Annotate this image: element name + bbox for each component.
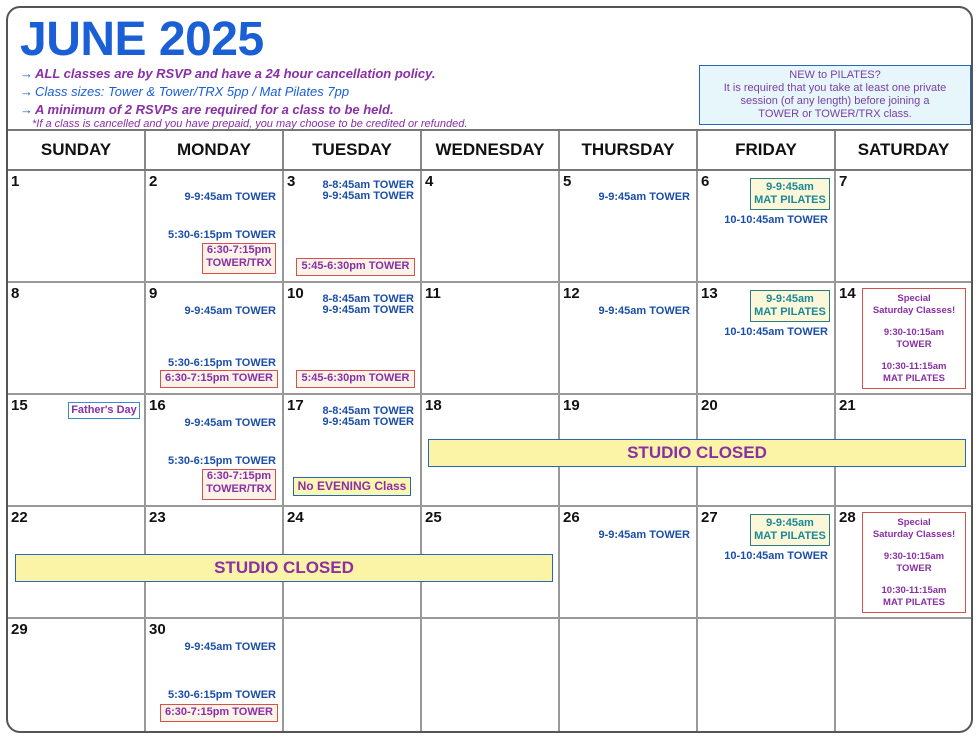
class-entry: 9-9:45am TOWER [322,190,414,202]
class-entry: 9-9:45am TOWER [598,305,690,317]
day-number: 30 [149,621,166,638]
day-cell[interactable] [560,507,698,619]
class-entry: 8-8:45am TOWER [322,405,414,417]
day-cell[interactable] [836,619,971,731]
day-cell[interactable] [698,171,836,283]
class-entry: 5:30-6:15pm TOWER [168,689,276,701]
class-entry: 9-9:45am TOWER [184,641,276,653]
day-cell[interactable] [422,619,560,731]
special-saturday-box: Special Saturday Classes! 9:30-10:15am TOWER 10:30-11:15am MAT PILATES [862,512,966,613]
trx-class-box: 6:30-7:15pm TOWER/TRX [202,469,276,500]
day-cell[interactable] [146,395,284,507]
day-cell[interactable] [698,619,836,731]
day-number: 21 [839,397,856,414]
class-entry: 8-8:45am TOWER [322,293,414,305]
day-number: 6 [701,173,710,190]
day-cell[interactable] [8,395,146,507]
rule-class-sizes: → Class sizes: Tower & Tower/TRX 5pp / Mat Pilates 7pp [20,84,350,99]
day-cell[interactable] [560,619,698,731]
weekday-header: SUNDAY [8,131,146,169]
day-cell[interactable] [422,171,560,283]
class-entry: 9-9:45am TOWER [184,305,276,317]
evening-class-box: 5:45-6:30pm TOWER [296,370,415,388]
weekday-header: TUESDAY [284,131,422,169]
class-entry: 9-9:45am TOWER [184,191,276,203]
trx-class-box: 6:30-7:15pm TOWER/TRX [202,243,276,274]
mat-pilates-box: 9-9:45am MAT PILATES [750,514,830,546]
day-number: 17 [287,397,304,414]
day-number: 22 [11,509,28,526]
calendar-frame [6,6,973,733]
day-number: 19 [563,397,580,414]
arrow-icon: → [20,66,33,81]
day-number: 7 [839,173,848,190]
day-cell[interactable] [560,171,698,283]
day-number: 8 [11,285,20,302]
day-number: 13 [701,285,718,302]
weekday-header: MONDAY [146,131,284,169]
day-number: 9 [149,285,158,302]
rule-rsvp: → ALL classes are by RSVP and have a 24 hour cancellation policy. [20,66,436,81]
day-cell[interactable] [836,283,971,395]
day-number: 4 [425,173,434,190]
day-number: 11 [425,285,441,302]
day-cell[interactable] [698,283,836,395]
new-to-pilates-notice: NEW to PILATES? It is required that you take at least one private session (of any length) before joining a TOWER or TOWER/TRX class. [699,65,971,125]
studio-closed-banner: STUDIO CLOSED [428,439,966,467]
day-cell[interactable] [284,619,422,731]
refund-note: *If a class is cancelled and you have prepaid, you may choose to be credited or refunded. [32,118,468,130]
class-entry: 9-9:45am TOWER [184,417,276,429]
day-number: 5 [563,173,572,190]
class-entry: 9-9:45am TOWER [322,304,414,316]
day-number: 29 [11,621,28,638]
day-number: 18 [425,397,442,414]
class-entry: 9-9:45am TOWER [598,191,690,203]
mat-pilates-box: 9-9:45am MAT PILATES [750,178,830,210]
weekday-header: FRIDAY [698,131,836,169]
day-cell[interactable] [8,619,146,731]
day-number: 10 [287,285,304,302]
class-entry: 9-9:45am TOWER [322,416,414,428]
day-number: 28 [839,509,856,526]
page-title: JUNE 2025 [20,13,264,66]
day-number: 3 [287,173,296,190]
day-number: 14 [839,285,856,302]
class-entry: 10-10:45am TOWER [724,214,828,226]
class-entry: 8-8:45am TOWER [322,179,414,191]
class-entry: 10-10:45am TOWER [724,550,828,562]
day-cell[interactable] [836,171,971,283]
weekday-header: WEDNESDAY [422,131,560,169]
day-number: 24 [287,509,304,526]
evening-class-box: 6:30-7:15pm TOWER [160,370,278,388]
day-cell[interactable] [284,283,422,395]
calendar-grid [8,129,971,729]
weekday-header: THURSDAY [560,131,698,169]
day-cell[interactable] [698,507,836,619]
day-cell[interactable] [560,283,698,395]
arrow-icon: → [20,84,33,99]
weekday-header: SATURDAY [857,140,950,159]
class-entry: 5:30-6:15pm TOWER [168,357,276,369]
fathers-day-badge: Father's Day [68,402,140,419]
day-number: 25 [425,509,442,526]
rule-minimum: → A minimum of 2 RSVPs are required for a class to be held. [20,102,394,117]
day-number: 26 [563,509,580,526]
day-cell[interactable] [146,283,284,395]
day-cell[interactable] [146,619,284,731]
special-saturday-box: Special Saturday Classes! 9:30-10:15am TOWER 10:30-11:15am MAT PILATES [862,288,966,389]
evening-class-box: 6:30-7:15pm TOWER [160,704,278,722]
class-entry: 5:30-6:15pm TOWER [168,229,276,241]
class-entry: 10-10:45am TOWER [724,326,828,338]
day-number: 2 [149,173,158,190]
day-number: 12 [563,285,580,302]
no-evening-class-box: No EVENING Class [293,477,411,496]
day-cell[interactable] [8,283,146,395]
day-number: 16 [149,397,166,414]
day-cell[interactable] [284,171,422,283]
day-number: 1 [11,173,20,190]
day-number: 27 [701,509,718,526]
day-number: 15 [11,397,28,414]
day-number: 23 [149,509,166,526]
day-cell[interactable] [8,171,146,283]
studio-closed-banner: STUDIO CLOSED [15,554,553,582]
class-entry: 9-9:45am TOWER [598,529,690,541]
day-cell[interactable] [284,395,422,507]
day-cell[interactable] [146,171,284,283]
weekday-header-row [8,131,971,171]
evening-class-box: 5:45-6:30pm TOWER [296,258,415,276]
day-number: 20 [701,397,718,414]
day-cell[interactable] [422,283,560,395]
day-cell[interactable] [836,507,971,619]
arrow-icon: → [20,102,33,117]
class-entry: 5:30-6:15pm TOWER [168,455,276,467]
mat-pilates-box: 9-9:45am MAT PILATES [750,290,830,322]
